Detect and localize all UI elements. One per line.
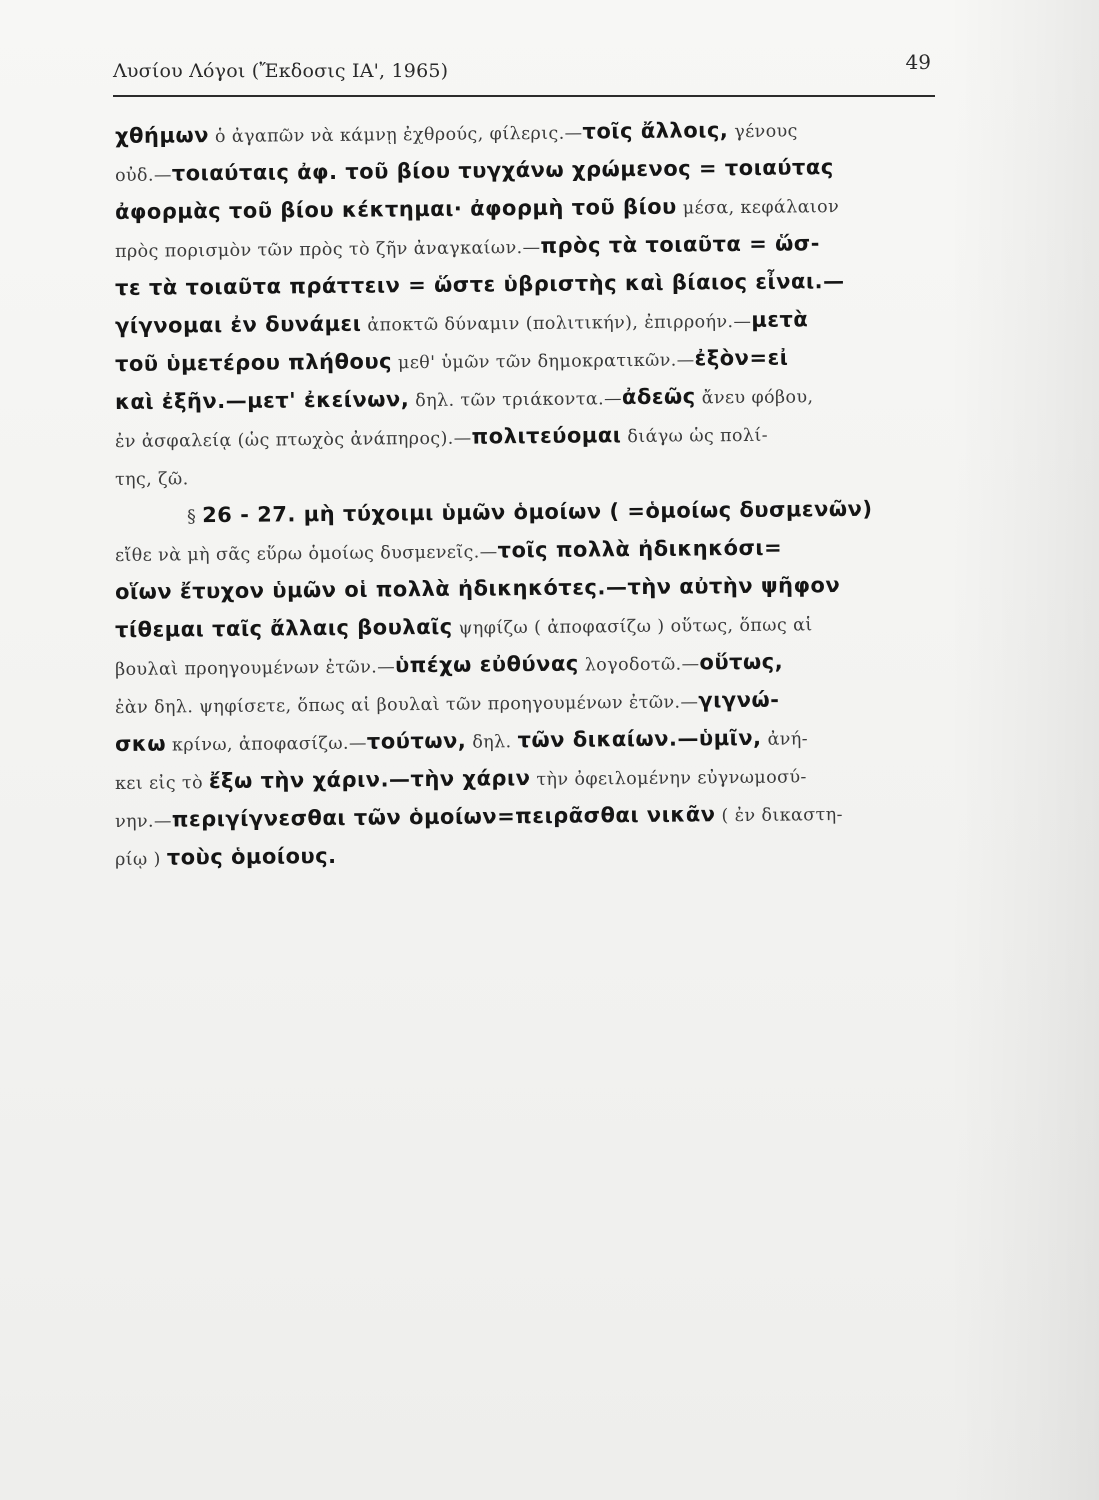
lemma-text: τούτων, bbox=[366, 728, 467, 754]
gloss-text: τὴν ὀφειλομένην εὐγνωμοσύ- bbox=[530, 767, 807, 791]
page-shadow bbox=[949, 0, 1099, 1500]
gloss-text: ἐν ἀσφαλείᾳ (ὡς πτωχὸς ἀνάπηρος).— bbox=[114, 428, 472, 452]
gloss-text: ἀποκτῶ δύναμιν (πολιτικήν), ἐπιρροήν.— bbox=[361, 311, 752, 336]
lemma-text: γιγνώ- bbox=[698, 687, 780, 713]
gloss-text: ψηφίζω ( ἀποφασίζω ) οὕτως, ὅπως αἱ bbox=[452, 615, 813, 639]
gloss-text: πρὸς πορισμὸν τῶν πρὸς τὸ ζῆν ἀναγκαίων.— bbox=[114, 237, 541, 262]
lemma-text: χθήμων bbox=[114, 123, 210, 148]
paragraph-indent bbox=[115, 522, 187, 523]
lemma-text: τοιαύταις ἀφ. τοῦ βίου τυγχάνω χρώμενος = τοιαύτας bbox=[171, 155, 834, 186]
gloss-text: μέσα, κεφάλαιον bbox=[676, 197, 840, 219]
gloss-text: εἴθε νὰ μὴ σᾶς εὕρω ὁμοίως δυσμενεῖς.— bbox=[114, 542, 498, 566]
commentary-text bbox=[115, 117, 963, 877]
gloss-text: μεθ' ὑμῶν τῶν δημοκρατικῶν.— bbox=[391, 350, 695, 374]
gloss-text: ρίῳ ) bbox=[114, 849, 167, 870]
lemma-text: σκω bbox=[114, 731, 167, 756]
lemma-text: γίγνομαι ἐν δυνάμει bbox=[114, 311, 362, 338]
page-number: 49 bbox=[905, 50, 931, 74]
gloss-text: ἄνευ φόβου, bbox=[695, 387, 814, 409]
gloss-text: γένους bbox=[728, 121, 798, 143]
lemma-text: ἀφορμὰς τοῦ βίου κέκτημαι· ἀφορμὴ τοῦ βίου bbox=[114, 194, 677, 224]
lemma-text: τοῖς ἄλλοις, bbox=[582, 118, 729, 144]
lemma-text: 26 - 27. μὴ τύχοιμι ὑμῶν ὁμοίων ( =ὁμοίως δυσμενῶν) bbox=[202, 496, 873, 528]
lemma-text: ἀδεῶς bbox=[621, 384, 696, 410]
gloss-text: κει εἰς τὸ bbox=[114, 773, 210, 794]
lemma-text: οὕτως, bbox=[699, 649, 784, 675]
lemma-text: πολιτεύομαι bbox=[471, 423, 622, 449]
lemma-text: ἐξὸν=εἰ bbox=[694, 345, 789, 371]
header-rule bbox=[113, 95, 935, 97]
lemma-text: τε τὰ τοιαῦτα πράττειν = ὥστε ὑβριστὴς καὶ βίαιος εἶναι.— bbox=[114, 268, 845, 300]
gloss-text: ὁ ἀγαπῶν νὰ κάμνῃ ἐχθρούς, φίλερις.— bbox=[208, 123, 583, 148]
lemma-text: τίθεμαι ταῖς ἄλλαις βουλαῖς bbox=[114, 614, 453, 642]
lemma-text: τῶν δικαίων.—ὑμῖν, bbox=[517, 725, 762, 753]
lemma-text: καὶ ἐξῆν.—μετ' ἐκείνων, bbox=[114, 387, 410, 414]
gloss-text: ( ἐν δικαστη- bbox=[715, 805, 843, 827]
gloss-text: δηλ. τῶν τριάκοντα.— bbox=[409, 389, 623, 412]
lemma-text: οἵων ἔτυχον ὑμῶν οἱ πολλὰ ἠδικηκότες.—τὴν αὐτὴν ψῆφον bbox=[114, 573, 841, 604]
gloss-text: διάγω ὡς πολί- bbox=[621, 425, 769, 448]
gloss-text: κρίνω, ἀποφασίζω.— bbox=[165, 733, 367, 756]
lemma-text: μετὰ bbox=[751, 307, 809, 332]
lemma-text: πρὸς τὰ τοιαῦτα = ὥσ- bbox=[540, 231, 821, 258]
page-header bbox=[113, 50, 935, 90]
gloss-text: ἀνή- bbox=[761, 729, 809, 750]
gloss-text: νην.— bbox=[114, 811, 172, 832]
gloss-text: ἐὰν δηλ. ψηφίσετε, ὅπως αἱ βουλαὶ τῶν προηγουμένων ἐτῶν.— bbox=[114, 692, 699, 718]
gloss-text: § bbox=[186, 507, 203, 528]
lemma-text: τοὺς ὁμοίους. bbox=[166, 843, 337, 870]
lemma-text: περιγίγνεσθαι τῶν ὁμοίων=πειρᾶσθαι νικᾶν bbox=[171, 802, 716, 832]
gloss-text: δηλ. bbox=[466, 732, 518, 753]
lemma-text: ὑπέχω εὐθύνας bbox=[394, 651, 579, 678]
gloss-text: της, ζῶ. bbox=[114, 469, 189, 490]
running-title: Λυσίου Λόγοι (Ἔκδοσις ΙΑ', 1965) bbox=[113, 60, 449, 82]
text-line bbox=[115, 831, 963, 877]
gloss-text: λογοδοτῶ.— bbox=[578, 654, 700, 676]
lemma-text: ἔξω τὴν χάριν.—τὴν χάριν bbox=[208, 766, 531, 794]
gloss-text: βουλαὶ προηγουμένων ἐτῶν.— bbox=[114, 657, 396, 680]
lemma-text: τοῖς πολλὰ ἠδικηκόσι= bbox=[497, 535, 783, 563]
gloss-text: οὐδ.— bbox=[114, 165, 172, 186]
lemma-text: τοῦ ὑμετέρου πλήθους bbox=[114, 349, 393, 376]
